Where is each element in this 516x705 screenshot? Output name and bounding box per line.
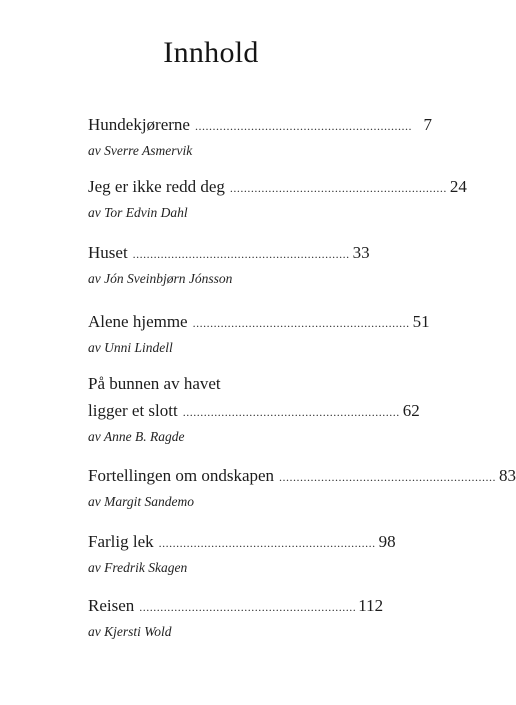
- page-number: 62: [402, 401, 420, 420]
- toc-title-line: [88, 528, 396, 557]
- toc-title-line: [88, 111, 432, 140]
- page-number: 83: [499, 466, 516, 485]
- story-title: Jeg er ikke redd deg: [88, 177, 225, 196]
- toc-entry: [88, 592, 384, 642]
- toc-entry: [88, 528, 396, 578]
- dot-leader: ..............................................................: [194, 119, 412, 133]
- story-author: av Kjersti Wold: [88, 624, 172, 639]
- toc-title-line: [88, 592, 384, 621]
- story-author: av Fredrik Skagen: [88, 560, 188, 575]
- story-author: av Unni Lindell: [88, 340, 173, 355]
- dot-leader: ..............................................................: [139, 600, 357, 614]
- story-title: Alene hjemme: [88, 312, 188, 331]
- story-author: av Tor Edvin Dahl: [88, 205, 188, 220]
- toc-title-line: [88, 462, 516, 491]
- page-number: 112: [358, 596, 384, 615]
- story-title: ligger et slott: [88, 401, 178, 420]
- toc-entry: [88, 111, 432, 161]
- toc-title-line: [88, 239, 370, 268]
- page-title: Innhold: [163, 36, 259, 69]
- dot-leader: ..............................................................: [158, 536, 376, 550]
- story-author: av Jón Sveinbjørn Jónsson: [88, 271, 233, 286]
- toc-entry: [88, 308, 430, 358]
- dot-leader: ..............................................................: [279, 470, 497, 484]
- page-number: 24: [449, 177, 467, 196]
- story-title: Farlig lek: [88, 532, 154, 551]
- story-author: av Sverre Asmervik: [88, 143, 193, 158]
- toc-title-line: [88, 397, 420, 426]
- story-title: Reisen: [88, 596, 135, 615]
- dot-leader: ..............................................................: [132, 247, 350, 261]
- dot-leader: ..............................................................: [192, 316, 410, 330]
- story-title: Hundekjørerne: [88, 115, 190, 134]
- page-number: 51: [412, 312, 430, 331]
- story-title: Fortellingen om ondskapen: [88, 466, 275, 485]
- table-of-contents: [88, 0, 516, 705]
- toc-title-line: [88, 173, 467, 202]
- toc-entry: [88, 462, 516, 512]
- toc-entry: [88, 239, 370, 289]
- toc-entry: [88, 370, 420, 447]
- toc-entry: [88, 173, 467, 223]
- page-number: 98: [378, 532, 396, 551]
- toc-title-line: [88, 308, 430, 337]
- story-author: av Anne B. Ragde: [88, 429, 185, 444]
- story-title: Huset: [88, 243, 128, 262]
- story-title-first-line: På bunnen av havet: [88, 374, 221, 393]
- story-author: av Margit Sandemo: [88, 494, 194, 509]
- page-number: 7: [423, 115, 432, 134]
- dot-leader: ..............................................................: [182, 405, 400, 419]
- dot-leader: ..............................................................: [229, 181, 447, 195]
- page-number: 33: [352, 243, 370, 262]
